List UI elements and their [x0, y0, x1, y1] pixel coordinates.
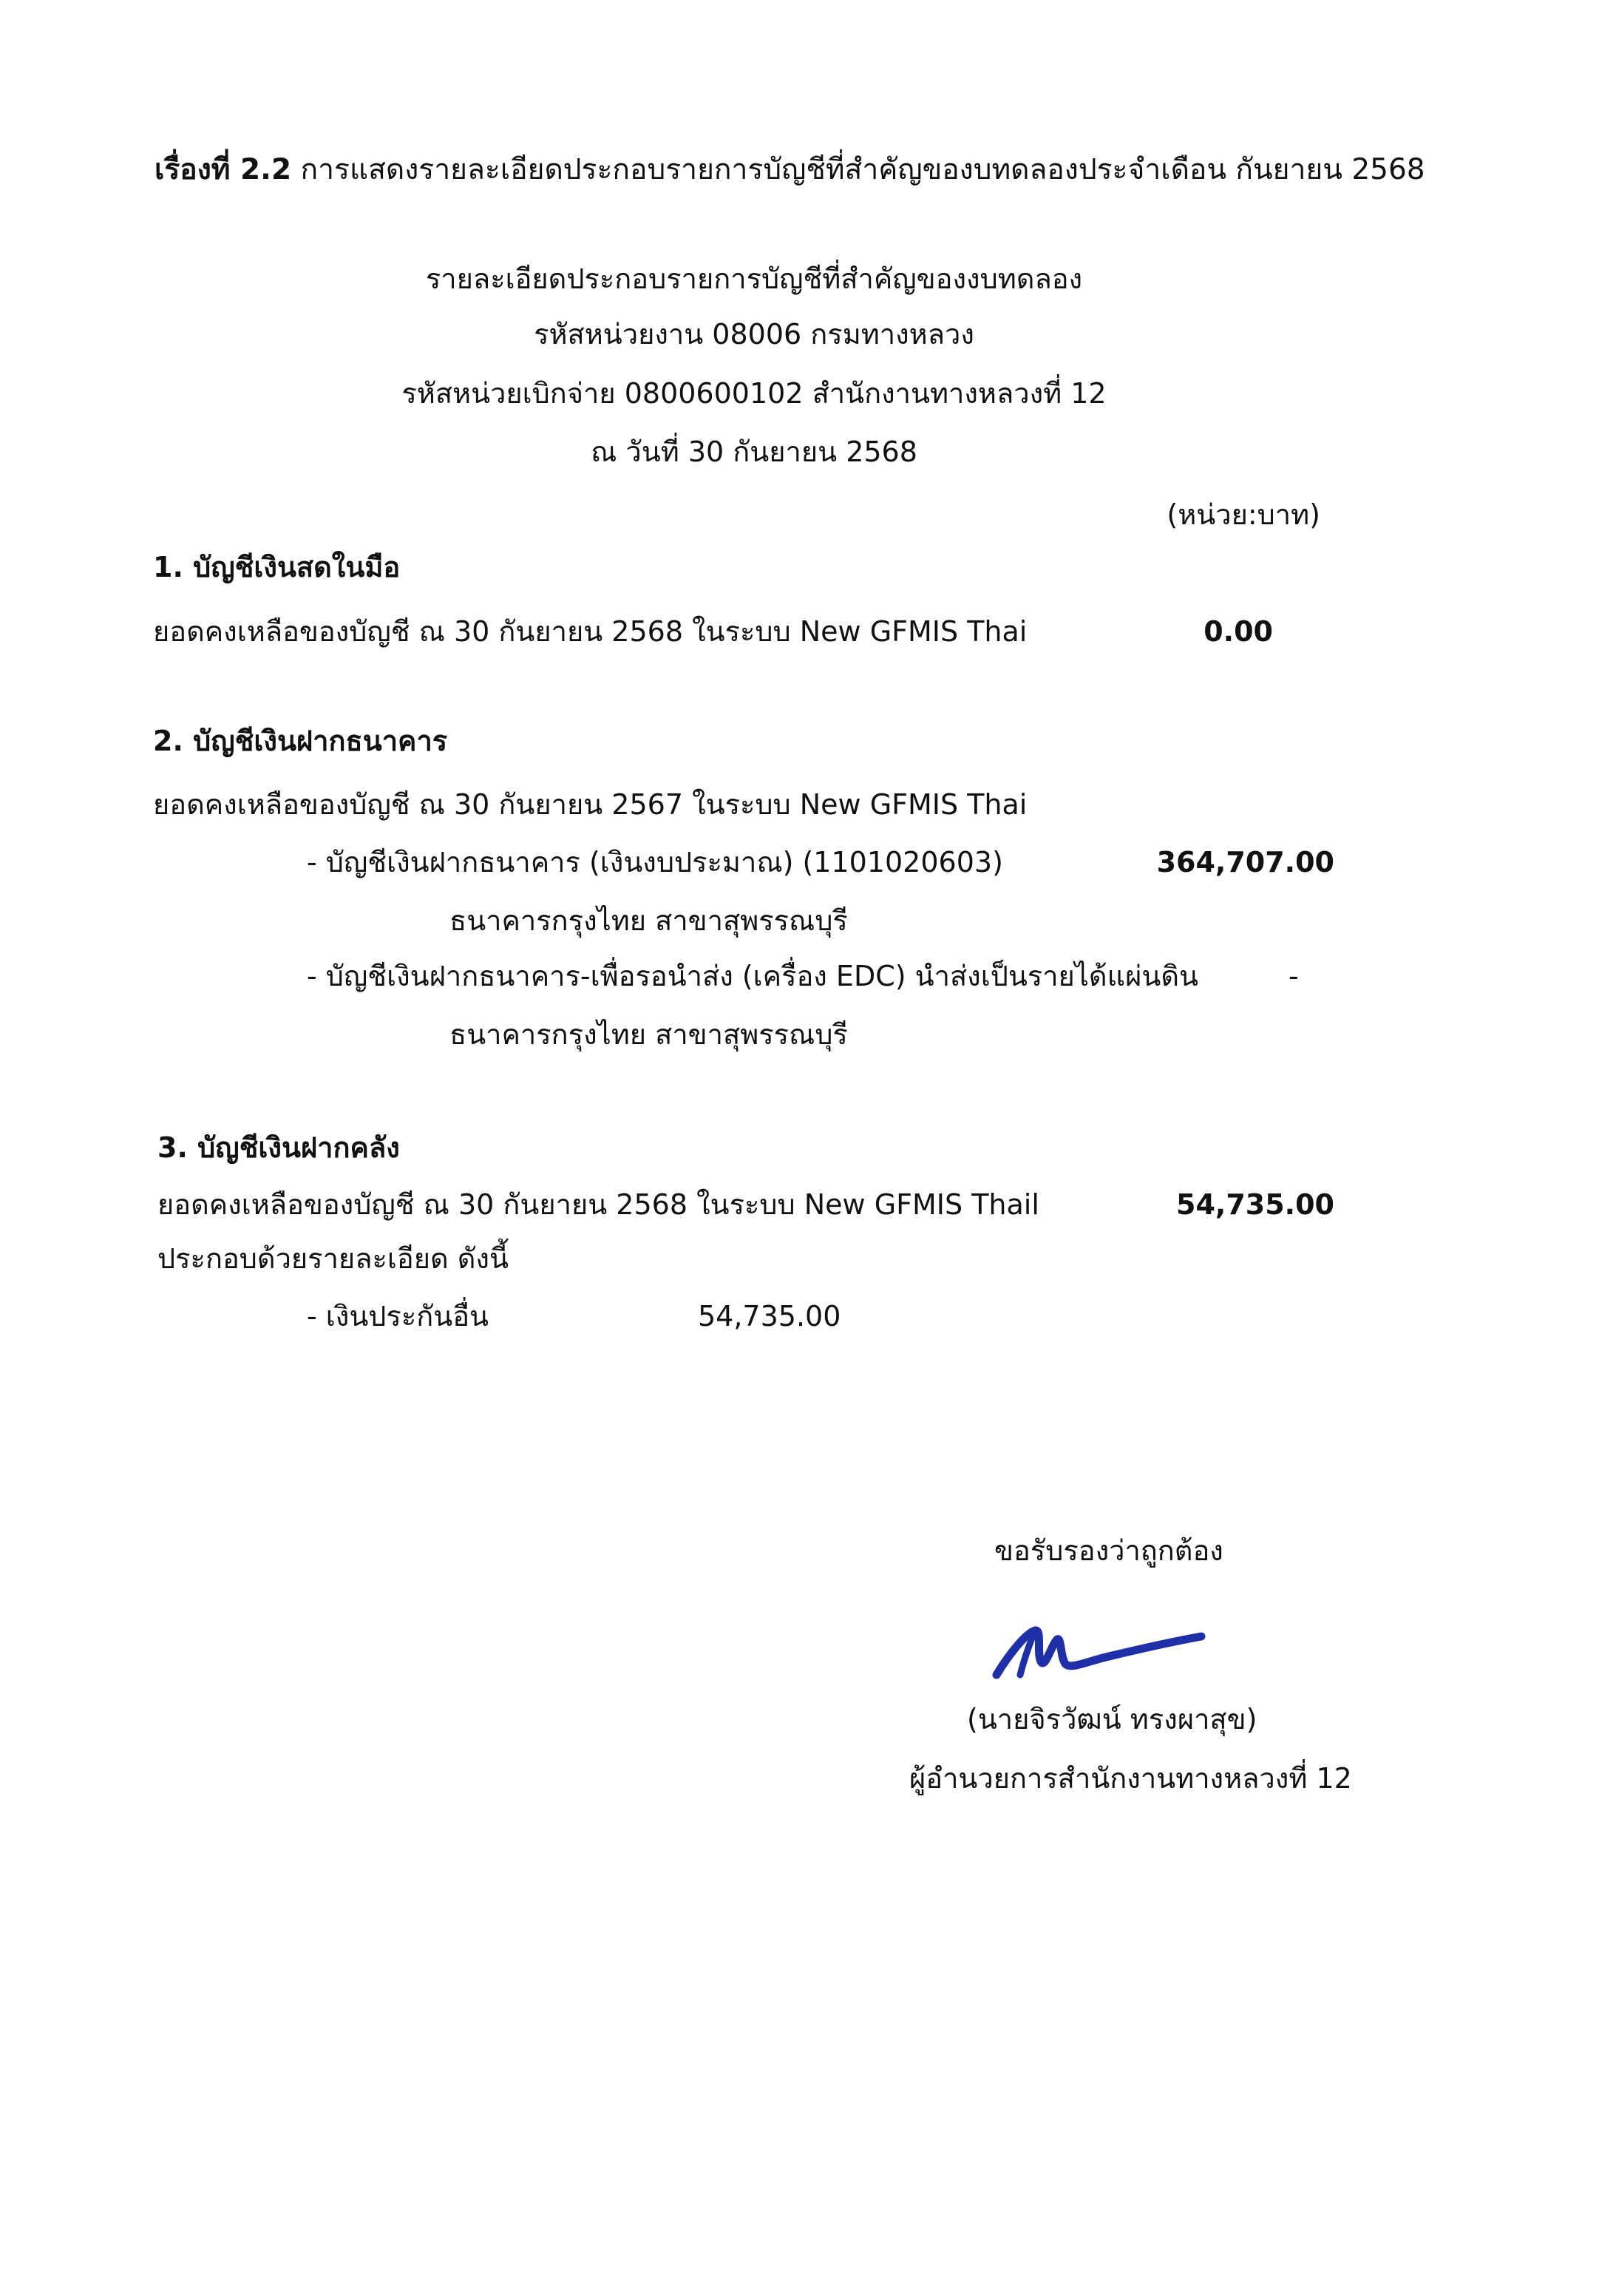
section-treasury-title: 3. บัญชีเงินฝากคลัง	[157, 1131, 400, 1164]
unit-label: (หน่วย:บาท)	[1167, 498, 1320, 531]
signature	[983, 1616, 1220, 1697]
disbursement-unit-line: รหัสหน่วยเบิกจ่าย 0800600102 สำนักงานทางหลวงที่ 12	[401, 377, 1107, 410]
certification-statement: ขอรับรองว่าถูกต้อง	[994, 1534, 1223, 1567]
document-title	[155, 155, 1425, 184]
treasury-detail-label: - เงินประกันอื่น	[307, 1300, 489, 1332]
signer-name: (นายจิรวัฒน์ ทรงผาสุข)	[967, 1703, 1257, 1735]
agency-code-line: รหัสหน่วยงาน 08006 กรมทางหลวง	[534, 318, 974, 351]
bank-item2-value: -	[1289, 960, 1299, 992]
section-bank-title: 2. บัญชีเงินฝากธนาคาร	[153, 725, 448, 757]
report-heading: รายละเอียดประกอบรายการบัญชีที่สำคัญของงบทดลอง	[425, 263, 1083, 295]
treasury-balance-label: ยอดคงเหลือของบัญชี ณ 30 กันยายน 2568 ในระบบ New GFMIS Thail	[157, 1188, 1039, 1221]
title-text: การแสดงรายละเอียดประกอบรายการบัญชีที่สำคัญของบทดลองประจำเดือน กันยายน 2568	[300, 153, 1425, 186]
treasury-detail-value: 54,735.00	[698, 1300, 841, 1332]
bank-item1-label: - บัญชีเงินฝากธนาคาร (เงินงบประมาณ) (1101020603)	[307, 846, 1003, 878]
bank-item1-value: 364,707.00	[1156, 846, 1334, 878]
bank-item2-label: - บัญชีเงินฝากธนาคาร-เพื่อรอนำส่ง (เครื่อง EDC) นำส่งเป็นรายได้แผ่นดิน	[307, 960, 1198, 992]
title-prefix: เรื่องที่ 2.2	[155, 153, 292, 186]
bank-item2-branch: ธนาคารกรุงไทย สาขาสุพรรณบุรี	[449, 1018, 848, 1051]
bank-balance-label: ยอดคงเหลือของบัญชี ณ 30 กันยายน 2567 ในระบบ New GFMIS Thai	[153, 788, 1028, 821]
treasury-detail-intro: ประกอบด้วยรายละเอียด ดังนี้	[157, 1242, 509, 1275]
signer-position: ผู้อำนวยการสำนักงานทางหลวงที่ 12	[909, 1762, 1352, 1795]
section-cash-title: 1. บัญชีเงินสดในมือ	[153, 551, 401, 583]
treasury-balance-value: 54,735.00	[1176, 1188, 1334, 1221]
cash-balance-value: 0.00	[1204, 615, 1273, 648]
bank-item1-branch: ธนาคารกรุงไทย สาขาสุพรรณบุรี	[449, 904, 848, 937]
cash-balance-label: ยอดคงเหลือของบัญชี ณ 30 กันยายน 2568 ในระบบ New GFMIS Thai	[153, 615, 1028, 648]
report-date: ณ วันที่ 30 กันยายน 2568	[591, 436, 917, 468]
